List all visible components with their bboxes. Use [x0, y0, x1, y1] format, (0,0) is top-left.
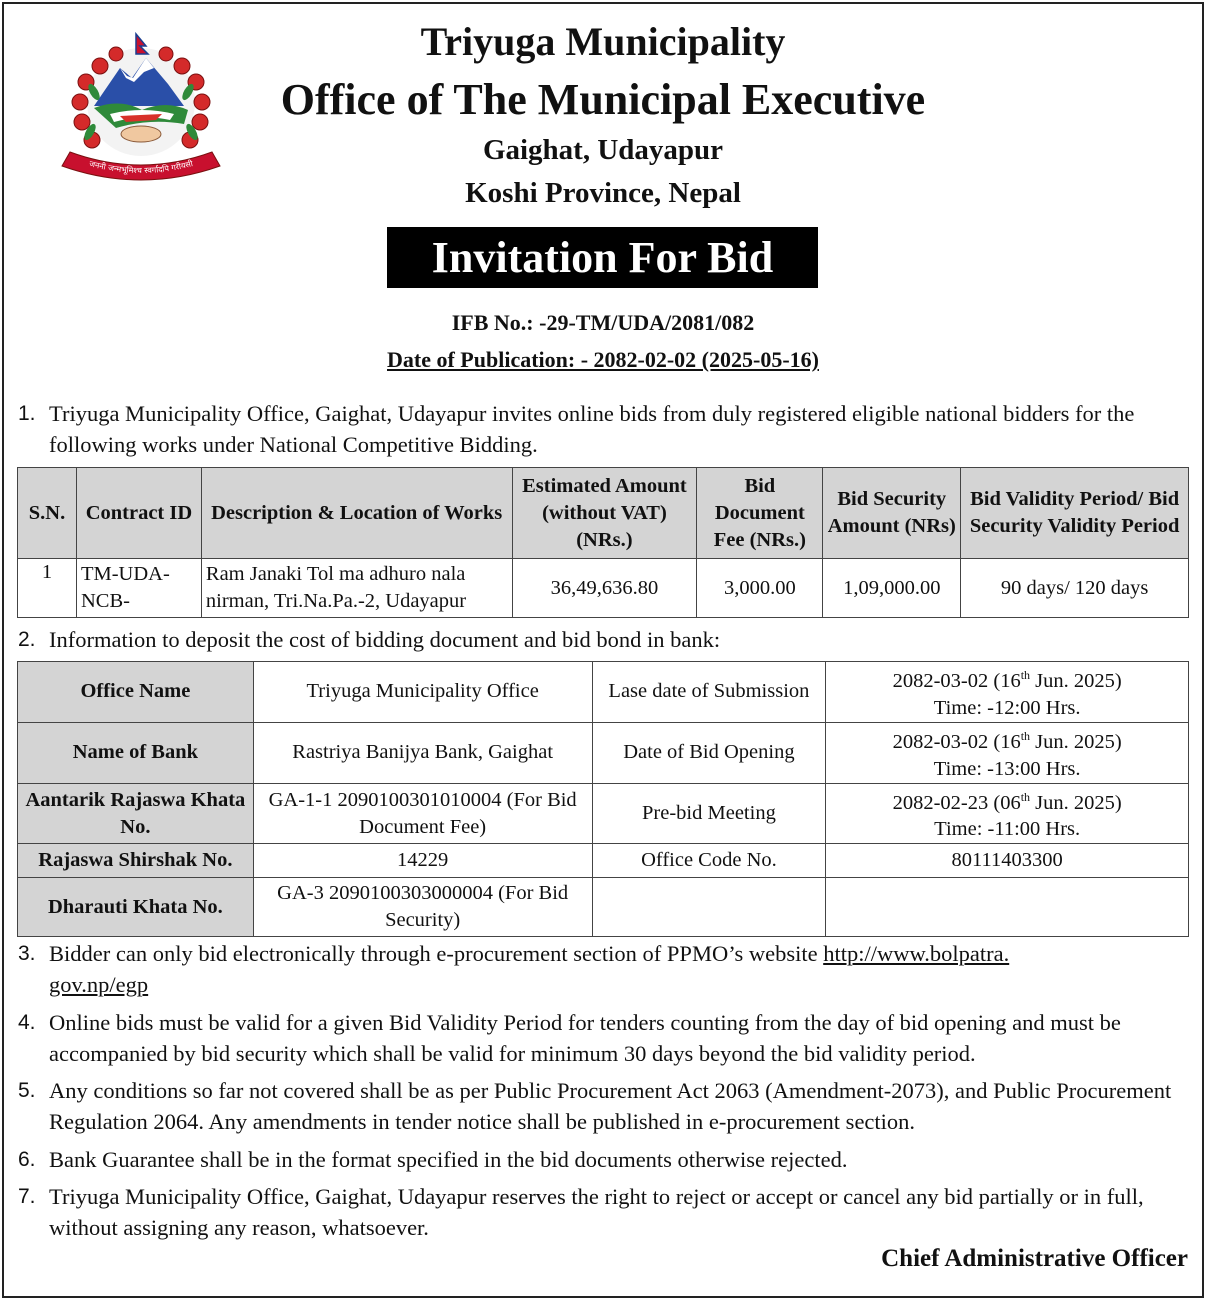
office-name: Office of The Municipal Executive [280, 75, 926, 124]
header-contract-id: Contract ID [76, 468, 201, 559]
ordinal-suffix: th [1020, 728, 1031, 743]
cell-sn: 1 [18, 559, 77, 618]
table-header-row [18, 468, 1189, 559]
office-code-label: Office Code No. [592, 844, 826, 878]
last-date-label: Lase date of Submission [592, 662, 826, 723]
header-bid-security: Bid Security Amount (NRs) [823, 468, 961, 559]
prebid-rest: Jun. 2025) [1030, 791, 1122, 814]
paragraph-text-body: Bidder can only bid electronically through e-procurement section of PPMO’s website [49, 941, 824, 966]
dharauti-label: Dharauti Khata No. [18, 878, 254, 937]
paragraph-text [49, 938, 1188, 1000]
paragraph-text: Triyuga Municipality Office, Gaighat, Udayapur invites online bids from duly registered eligible national bidders for the following works under National Competitive Bidding. [49, 401, 1135, 457]
header-validity-period: Bid Validity Period/ Bid Security Validity Period [961, 468, 1189, 559]
paragraph-number: 3. [18, 942, 36, 965]
bid-opening-label: Date of Bid Opening [592, 722, 826, 783]
bid-opening-time: Time: -13:00 Hrs. [933, 757, 1081, 780]
ordinal-suffix: th [1020, 668, 1031, 682]
cell-validity-period: 90 days/ 120 days [961, 559, 1189, 618]
last-date-value [826, 662, 1189, 723]
paragraph-text: Triyuga Municipality Office, Gaighat, Udayapur reserves the right to reject or accept or cancel any bid partially or in full, without assigning any reason, whatsoever. [49, 1184, 1144, 1240]
last-date-date: 2082-03-02 (16 [892, 669, 1021, 692]
cell-estimated-amount: 36,49,636.80 [512, 559, 697, 618]
prebid-value [826, 783, 1189, 844]
paragraph-number: 6. [18, 1148, 36, 1171]
header-description: Description & Location of Works [201, 468, 512, 559]
notice-title: Invitation For Bid [387, 227, 818, 288]
paragraph-number: 1. [18, 402, 36, 425]
paragraph-number: 4. [18, 1011, 36, 1034]
last-date-time: Time: -12:00 Hrs. [933, 696, 1081, 719]
paragraph-1 [18, 398, 1188, 460]
dharauti-value: GA-3 2090100303000004 (For Bid Security) [253, 878, 592, 937]
empty-cell [826, 878, 1189, 937]
cell-bid-document-fee: 3,000.00 [697, 559, 823, 618]
emblem-motto: जननी जन्मभूमिश्च स्वर्गादपि गरीयसी [88, 159, 194, 176]
bolpatra-link[interactable]: http://www.bolpatra. [823, 941, 1010, 966]
shirshak-label: Rajaswa Shirshak No. [18, 844, 254, 878]
header-sn: S.N. [18, 468, 77, 559]
empty-cell [592, 878, 826, 937]
shirshak-value: 14229 [253, 844, 592, 878]
office-location: Gaighat, Udayapur [482, 134, 724, 166]
bank-info-table [17, 661, 1189, 937]
table-row [18, 783, 1189, 844]
cell-bid-security: 1,09,000.00 [823, 559, 961, 618]
paragraph-5 [18, 1075, 1188, 1137]
bank-name-label: Name of Bank [18, 722, 254, 783]
paragraph-text: Bank Guarantee shall be in the format specified in the bid documents otherwise rejected. [49, 1147, 848, 1172]
table-row [18, 559, 1189, 618]
last-date-rest: Jun. 2025) [1030, 669, 1122, 692]
table-row [18, 878, 1189, 937]
paragraph-4 [18, 1007, 1188, 1069]
cell-description: Ram Janaki Tol ma adhuro nala nirman, Tri.Na.Pa.-2, Udayapur [201, 559, 512, 618]
paragraph-number: 5. [18, 1079, 36, 1102]
paragraph-text: Online bids must be valid for a given Bid Validity Period for tenders counting from the day of bid opening and must be accompanied by bid security which shall be valid for minimum 30 days beyond the bid validity period. [49, 1010, 1121, 1066]
aantarik-label: Aantarik Rajaswa Khata No. [18, 783, 254, 844]
office-code-value: 80111403300 [826, 844, 1189, 878]
province-country: Koshi Province, Nepal [465, 177, 741, 209]
works-table [17, 467, 1189, 618]
paragraph-6 [18, 1144, 1188, 1175]
paragraph-3 [18, 938, 1188, 1000]
ifb-number: IFB No.: -29-TM/UDA/2081/082 [451, 310, 755, 335]
table-row [18, 844, 1189, 878]
paragraph-2 [18, 624, 1188, 655]
municipality-name: Triyuga Municipality [420, 19, 786, 64]
cell-contract-id: TM-UDA-NCB- [76, 559, 201, 618]
paragraph-number: 2. [18, 628, 36, 651]
office-name-value: Triyuga Municipality Office [253, 662, 592, 723]
bid-opening-date: 2082-03-02 (16 [892, 730, 1021, 753]
ordinal-suffix: th [1020, 789, 1031, 804]
paragraph-text: Any conditions so far not covered shall be as per Public Procurement Act 2063 (Amendment-2073), and Public Procurement Regulation 2064. Any amendments in tender notice shall be published in e-procurement section. [49, 1078, 1172, 1134]
header-estimated-amount: Estimated Amount (without VAT) (NRs.) [512, 468, 697, 559]
bolpatra-link-continued[interactable]: gov.np/egp [49, 972, 149, 997]
bank-name-value: Rastriya Banijya Bank, Gaighat [253, 722, 592, 783]
paragraph-number: 7. [18, 1185, 36, 1208]
aantarik-value: GA-1-1 2090100301010004 (For Bid Document Fee) [253, 783, 592, 844]
prebid-time: Time: -11:00 Hrs. [934, 818, 1081, 841]
table-row [18, 662, 1189, 723]
prebid-label: Pre-bid Meeting [592, 783, 826, 844]
paragraph-7 [18, 1181, 1188, 1243]
header-bid-document-fee: Bid Document Fee (NRs.) [697, 468, 823, 559]
bid-opening-rest: Jun. 2025) [1030, 730, 1122, 753]
paragraph-text: Information to deposit the cost of bidding document and bid bond in bank: [49, 627, 721, 652]
office-name-label: Office Name [18, 662, 254, 723]
publication-date: Date of Publication: - 2082-02-02 (2025-05-16) [387, 347, 819, 372]
table-row [18, 722, 1189, 783]
signature-title: Chief Administrative Officer [881, 1245, 1188, 1272]
bid-opening-value [826, 722, 1189, 783]
prebid-date: 2082-02-23 (06 [892, 791, 1021, 814]
